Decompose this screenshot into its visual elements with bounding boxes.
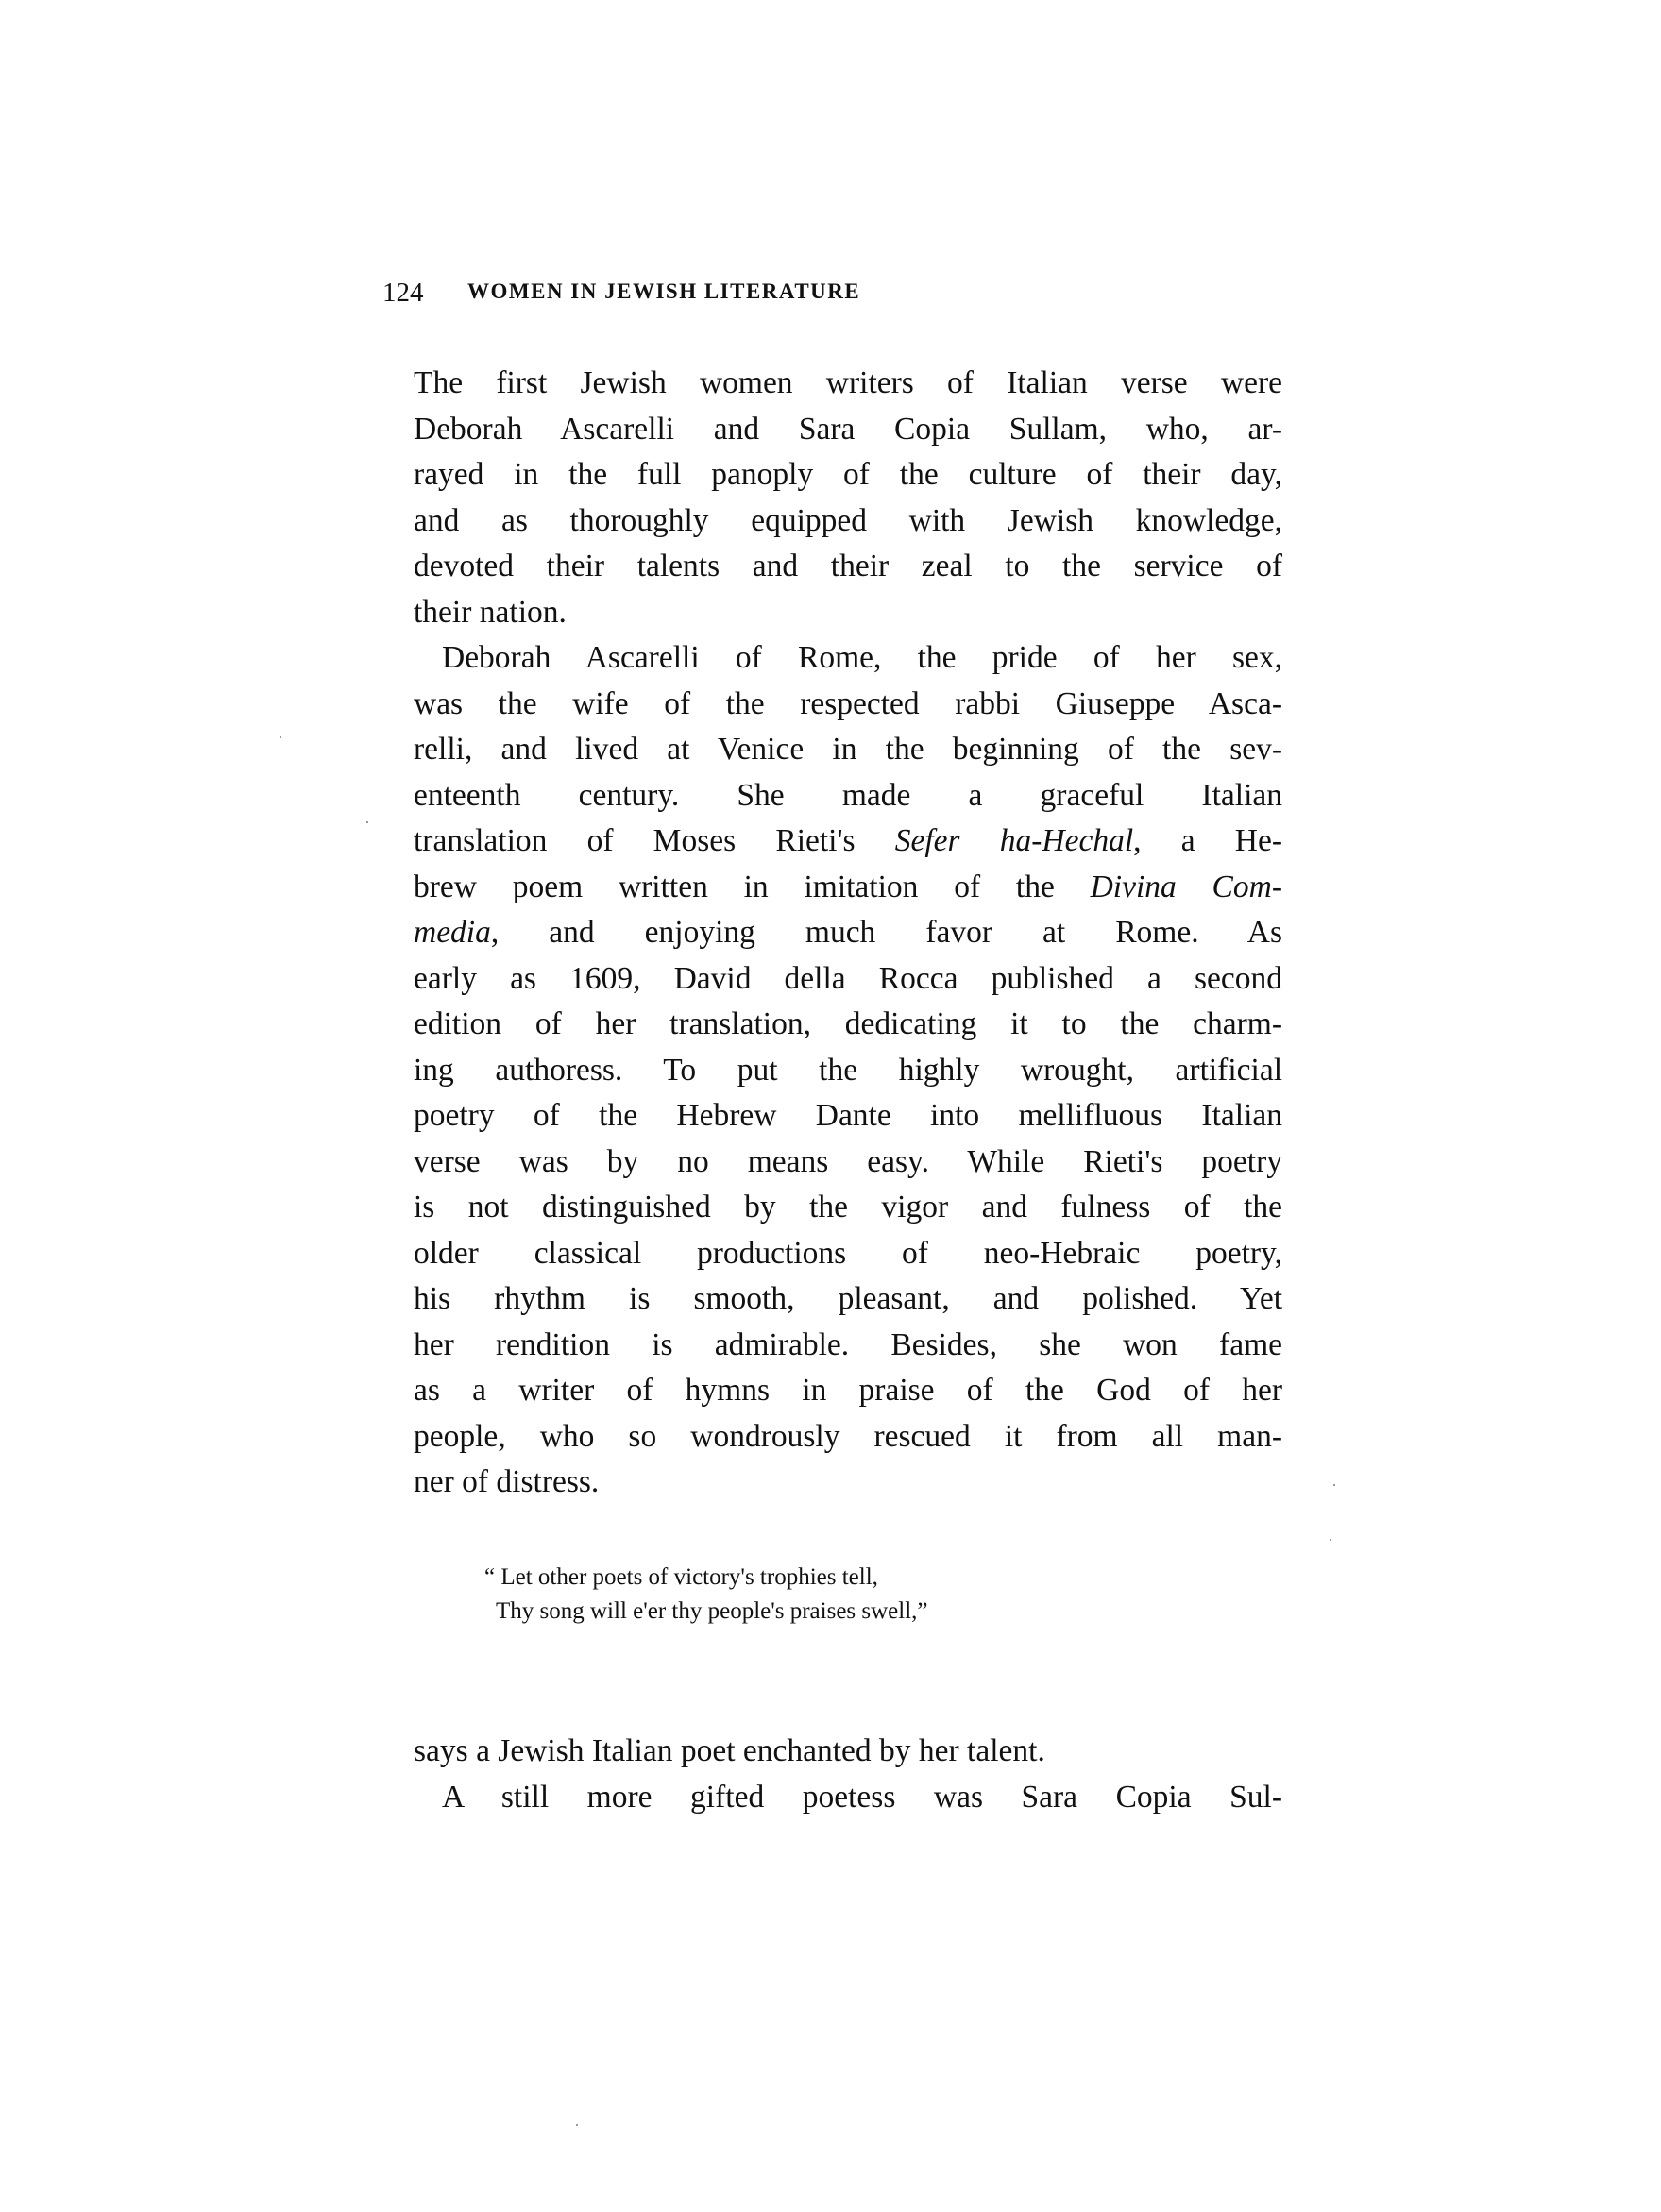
text-line: is not distinguished by the vigor and fulness of the <box>414 1190 1282 1224</box>
paragraph-3 <box>414 1729 1282 1820</box>
scan-speck <box>1333 1484 1335 1486</box>
book-title: Sefer ha-Hechal <box>894 823 1134 858</box>
text-line: relli, and lived at Venice in the beginning of the sev- <box>414 732 1282 767</box>
text-line-with-title <box>414 910 1282 956</box>
text-line-with-title <box>414 865 1282 911</box>
text-line: edition of her translation, dedicating it to the charm- <box>414 1006 1282 1041</box>
text-line: says a Jewish Italian poet enchanted by her talent. <box>414 1733 1045 1768</box>
text-segment: brew poem written in imitation of the <box>414 869 1091 904</box>
verse-line: “ Let other poets of victory's trophies tell, <box>484 1564 878 1590</box>
text-line: ner of distress. <box>414 1464 600 1499</box>
page-number: 124 <box>382 278 424 308</box>
scan-speck <box>576 2124 578 2126</box>
paragraph-1 <box>414 361 1282 635</box>
text-segment: , and enjoying much favor at Rome. As <box>490 915 1282 950</box>
verse-quotation <box>484 1561 928 1629</box>
text-line: and as thoroughly equipped with Jewish knowledge, <box>414 502 1282 538</box>
book-title: media <box>414 915 491 950</box>
text-line-with-title <box>414 819 1282 865</box>
text-line: enteenth century. She made a graceful Italian <box>414 777 1282 813</box>
text-line: verse was by no means easy. While Rieti's poetry <box>414 1143 1282 1179</box>
text-line: The first Jewish women writers of Italian verse were <box>414 365 1282 400</box>
text-line: ing authoress. To put the highly wrought, artificial <box>414 1052 1282 1088</box>
text-line: older classical productions of neo-Hebraic poetry, <box>414 1235 1282 1271</box>
text-line: rayed in the full panoply of the culture of their day, <box>414 457 1282 492</box>
text-segment: translation of Moses Rieti's <box>414 823 895 858</box>
text-line: was the wife of the respected rabbi Giuseppe Asca- <box>414 685 1282 721</box>
book-title: Divina Com- <box>1090 869 1282 904</box>
text-line: devoted their talents and their zeal to the service of <box>414 549 1282 583</box>
paragraph-2 <box>414 635 1282 1506</box>
text-line: Deborah Ascarelli of Rome, the pride of her sex, <box>442 640 1282 675</box>
text-segment: , a He- <box>1133 823 1282 858</box>
text-line: his rhythm is smooth, pleasant, and polished. Yet <box>414 1281 1282 1316</box>
text-line: poetry of the Hebrew Dante into mellifluous Italian <box>414 1098 1282 1133</box>
scan-speck <box>280 736 281 738</box>
text-line: their nation. <box>414 594 567 630</box>
text-line: early as 1609, David della Rocca published a second <box>414 960 1282 996</box>
text-line: A still more gifted poetess was Sara Copia Sul- <box>442 1779 1282 1815</box>
main-text <box>414 361 1282 1506</box>
running-title: WOMEN IN JEWISH LITERATURE <box>467 279 861 303</box>
text-line: Deborah Ascarelli and Sara Copia Sullam, who, ar- <box>414 411 1282 447</box>
scan-speck <box>366 821 368 823</box>
verse-line: Thy song will e'er thy people's praises swell,” <box>496 1598 928 1624</box>
scan-speck <box>1330 1539 1331 1541</box>
text-line: people, who so wondrously rescued it from all man- <box>414 1418 1282 1454</box>
text-line: as a writer of hymns in praise of the God of her <box>414 1373 1282 1408</box>
text-line: her rendition is admirable. Besides, she won fame <box>414 1326 1282 1362</box>
running-header <box>382 278 861 315</box>
